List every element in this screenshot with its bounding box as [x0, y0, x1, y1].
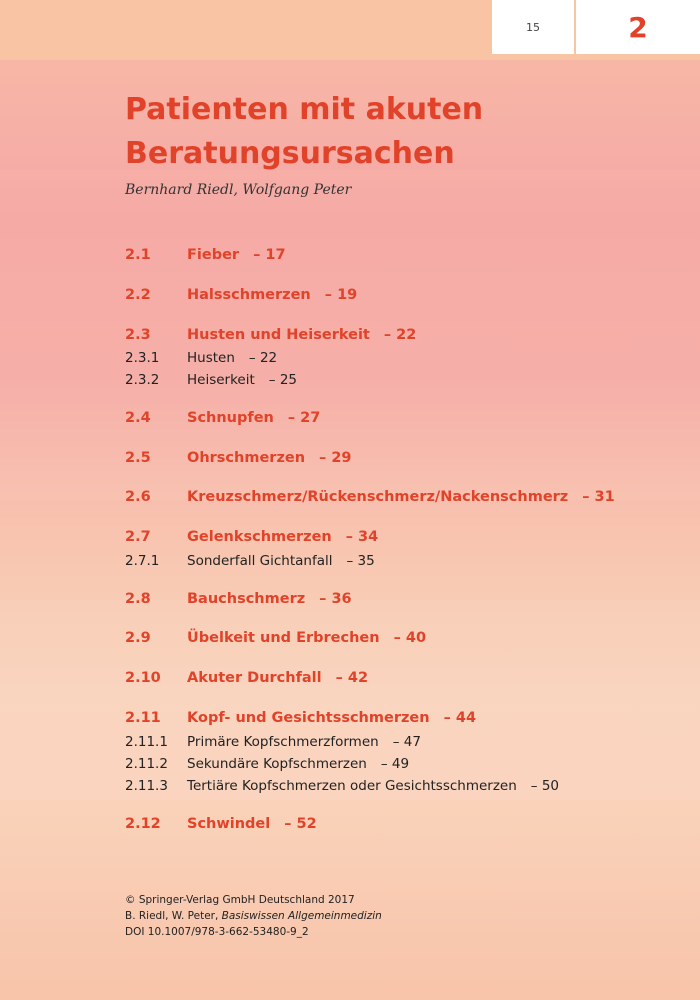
toc-entry-page: – 17 — [253, 247, 286, 263]
toc-subentry[interactable] — [125, 350, 277, 366]
toc-entry-page: – 34 — [345, 529, 379, 545]
toc-entry-title: Bauchschmerz — [187, 591, 306, 607]
toc-entry-number: 2.12 — [125, 816, 161, 832]
toc-subentry-title: Heiserkeit — [187, 372, 255, 388]
toc-entry-number: 2.8 — [125, 591, 151, 607]
toc-entry-number: 2.2 — [125, 287, 151, 303]
citation-authors: B. Riedl, W. Peter, — [125, 910, 219, 922]
toc-subentry-title: Primäre Kopfschmerzformen — [187, 734, 379, 750]
toc-entry[interactable] — [125, 247, 286, 263]
toc-entry[interactable] — [125, 450, 352, 466]
copyright-footer — [125, 892, 382, 940]
toc-subentry-page: – 35 — [346, 553, 375, 569]
citation-line — [125, 908, 382, 924]
toc-entry-title: Halsschmerzen — [187, 287, 311, 303]
toc-entry-title: Fieber — [187, 247, 240, 263]
toc-entry-title: Akuter Durchfall — [187, 670, 322, 686]
toc-entry-title: Übelkeit und Erbrechen — [187, 630, 380, 646]
toc-entry[interactable] — [125, 816, 317, 832]
chapter-authors: Bernhard Riedl, Wolfgang Peter — [125, 182, 352, 198]
toc-entry-page: – 44 — [443, 710, 477, 726]
toc-entry[interactable] — [125, 327, 416, 343]
toc-entry[interactable] — [125, 410, 320, 426]
background-band — [0, 380, 700, 500]
toc-entry-number: 2.6 — [125, 489, 151, 505]
toc-entry-number: 2.1 — [125, 247, 151, 263]
citation-book-title: Basiswissen Allgemeinmedizin — [221, 910, 382, 922]
toc-entry[interactable] — [125, 287, 357, 303]
toc-entry[interactable] — [125, 630, 426, 646]
toc-entry-title: Ohrschmerzen — [187, 450, 306, 466]
toc-entry-page: – 19 — [324, 287, 358, 303]
toc-entry-number: 2.5 — [125, 450, 151, 466]
chapter-number: 2 — [576, 0, 700, 54]
toc-subentry[interactable] — [125, 756, 409, 772]
toc-subentry[interactable] — [125, 778, 559, 794]
toc-subentry-number: 2.7.1 — [125, 553, 160, 569]
toc-entry-title: Kopf- und Gesichtsschmerzen — [187, 710, 430, 726]
toc-entry-page: – 29 — [319, 450, 352, 466]
toc-entry[interactable] — [125, 710, 476, 726]
toc-subentry-page: – 25 — [268, 372, 298, 388]
toc-entry-page: – 52 — [284, 816, 317, 832]
toc-entry-number: 2.7 — [125, 529, 151, 545]
toc-subentry[interactable] — [125, 372, 297, 388]
toc-entry-number: 2.11 — [125, 710, 161, 726]
toc-subentry-title: Sonderfall Gichtanfall — [187, 553, 333, 569]
toc-entry-page: – 27 — [287, 410, 321, 426]
toc-entry-title: Schwindel — [187, 816, 271, 832]
toc-subentry-title: Husten — [187, 350, 235, 366]
toc-entry[interactable] — [125, 670, 368, 686]
toc-subentry-number: 2.3.2 — [125, 372, 160, 388]
toc-subentry-number: 2.11.3 — [125, 778, 168, 794]
toc-entry-number: 2.3 — [125, 327, 151, 343]
toc-entry-page: – 36 — [319, 591, 352, 607]
toc-subentry-title: Tertiäre Kopfschmerzen oder Gesichtsschmerzen — [187, 778, 517, 794]
toc-subentry-page: – 49 — [380, 756, 410, 772]
toc-subentry-number: 2.11.2 — [125, 756, 168, 772]
copyright-line: © Springer-Verlag GmbH Deutschland 2017 — [125, 894, 355, 906]
toc-entry-number: 2.4 — [125, 410, 151, 426]
toc-entry[interactable] — [125, 489, 615, 505]
toc-subentry[interactable] — [125, 553, 375, 569]
toc-subentry-number: 2.11.1 — [125, 734, 168, 750]
chapter-title — [125, 88, 645, 176]
toc-subentry-page: – 22 — [248, 350, 278, 366]
toc-subentry[interactable] — [125, 734, 421, 750]
doi-line: DOI 10.1007/978-3-662-53480-9_2 — [125, 926, 309, 938]
toc-entry-title: Kreuzschmerz/Rückenschmerz/Nackenschmerz — [187, 489, 569, 505]
toc-entry[interactable] — [125, 529, 378, 545]
chapter-title-line-2: Beratungsursachen — [125, 136, 455, 171]
toc-entry[interactable] — [125, 591, 352, 607]
toc-subentry-title: Sekundäre Kopfschmerzen — [187, 756, 367, 772]
toc-entry-title: Husten und Heiserkeit — [187, 327, 370, 343]
toc-entry-title: Gelenkschmerzen — [187, 529, 332, 545]
toc-entry-page: – 42 — [335, 670, 369, 686]
toc-entry-number: 2.10 — [125, 670, 161, 686]
toc-entry-page: – 22 — [383, 327, 417, 343]
toc-subentry-page: – 50 — [530, 778, 560, 794]
toc-entry-page: – 40 — [393, 630, 427, 646]
toc-entry-page: – 31 — [582, 489, 615, 505]
toc-entry-number: 2.9 — [125, 630, 151, 646]
page-number: 15 — [492, 0, 574, 54]
toc-entry-title: Schnupfen — [187, 410, 274, 426]
toc-subentry-page: – 47 — [392, 734, 421, 750]
toc-subentry-number: 2.3.1 — [125, 350, 160, 366]
chapter-title-line-1: Patienten mit akuten — [125, 92, 484, 127]
